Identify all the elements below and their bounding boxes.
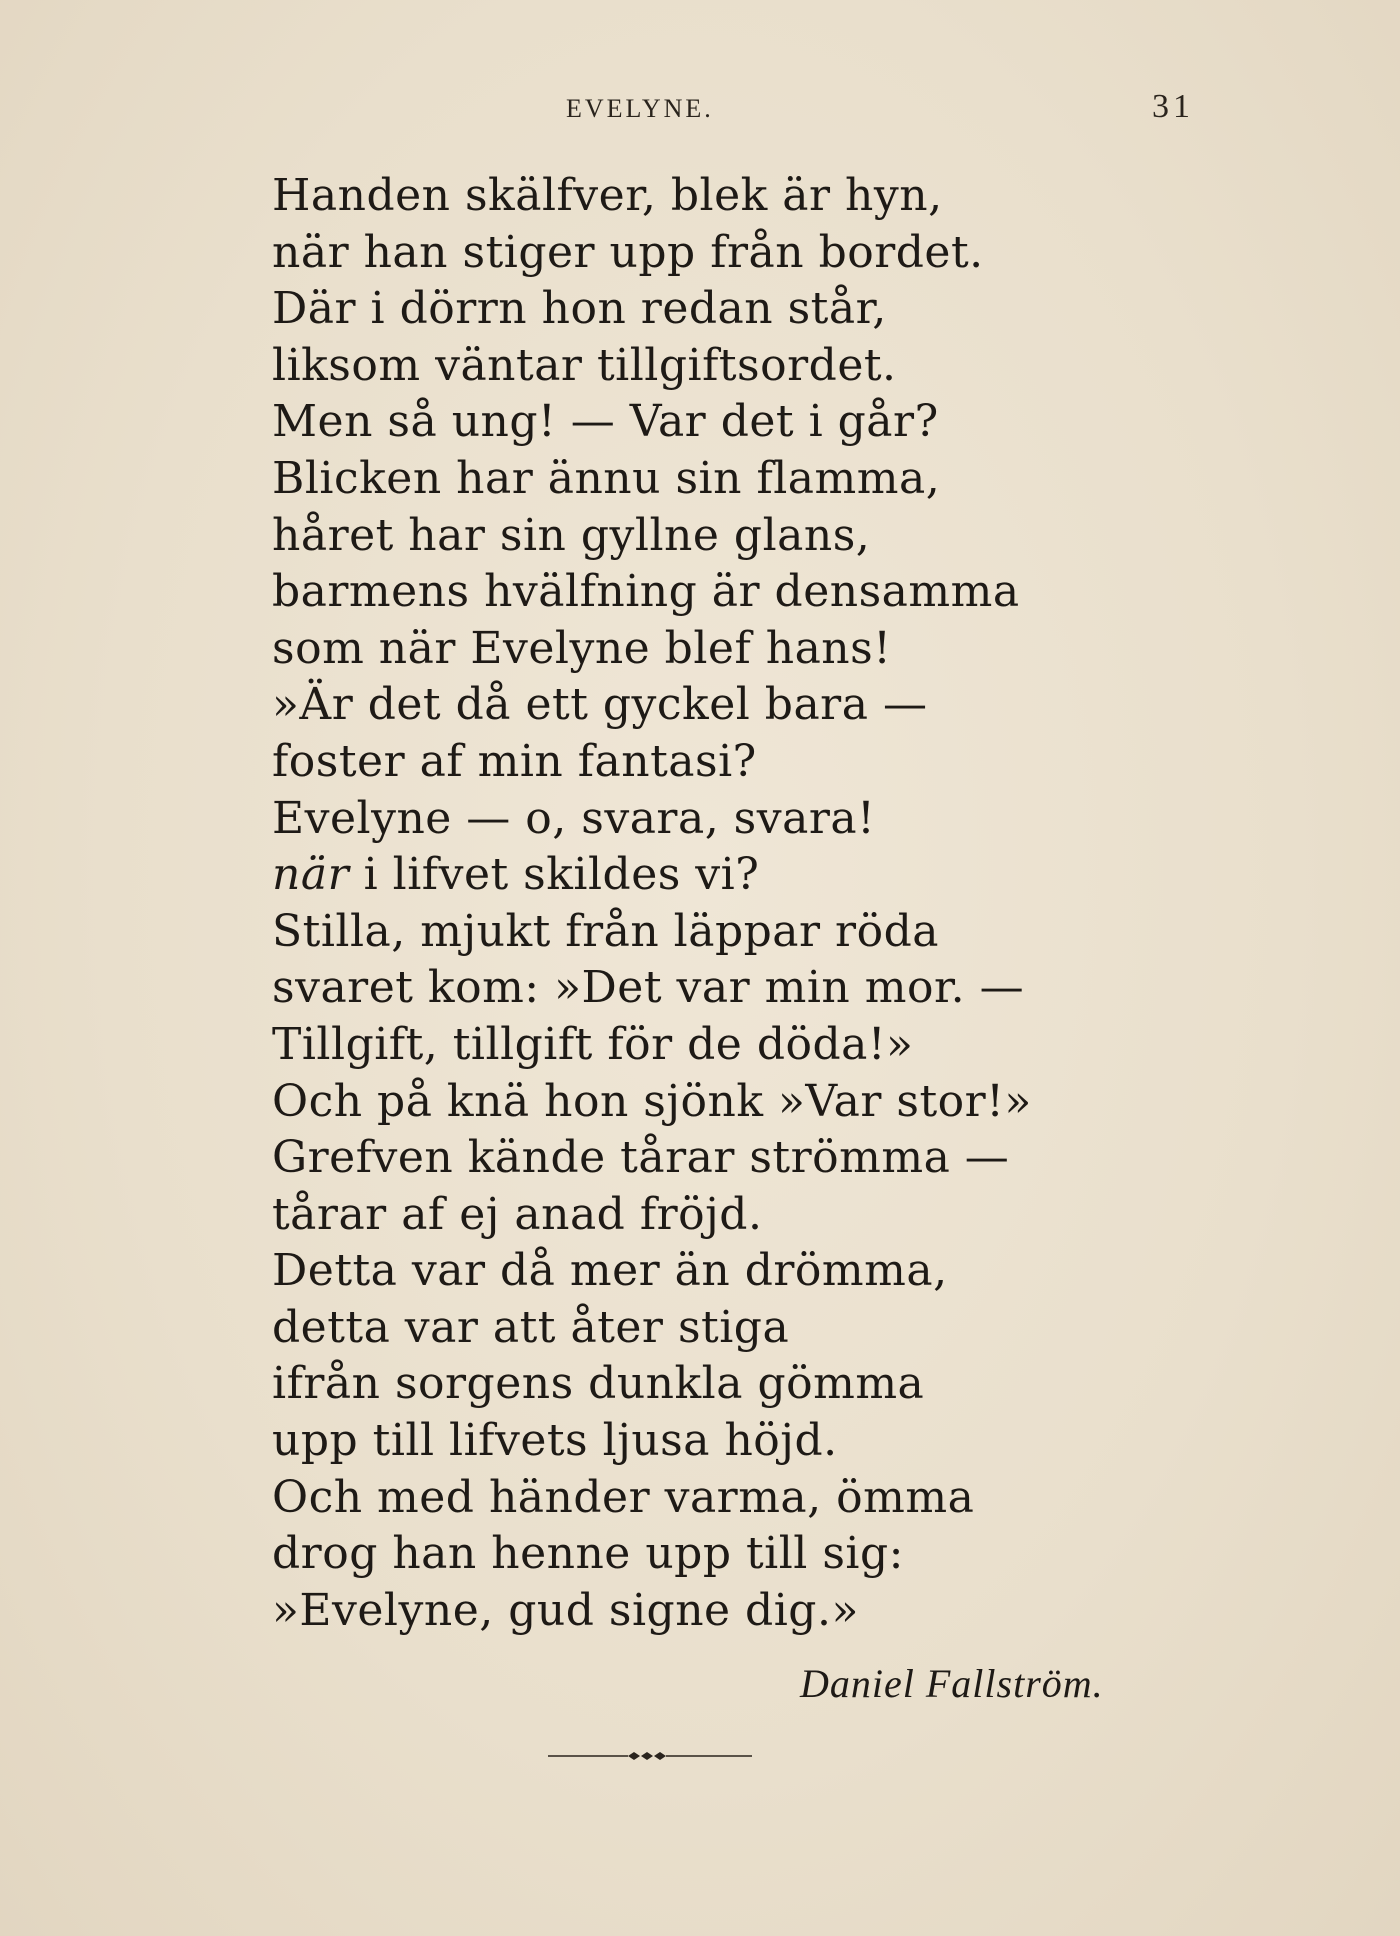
- poem-line: Evelyne — o, svara, svara!: [272, 792, 876, 844]
- poem-line: Där i dörrn hon redan står,: [272, 283, 887, 335]
- poem-line: upp till lifvets ljusa höjd.: [272, 1415, 838, 1467]
- poem-line: foster af min fantasi?: [272, 735, 757, 787]
- poem-line: Men så ung! — Var det i går?: [272, 396, 939, 448]
- page-number: 31: [1152, 88, 1194, 125]
- author-signature: Daniel Fallström.: [800, 1661, 1104, 1706]
- poem-line: Blicken har ännu sin flamma,: [272, 452, 941, 504]
- line-rest: i lifvet skildes vi?: [349, 849, 760, 901]
- poem-line: Stilla, mjukt från läppar röda: [272, 905, 939, 957]
- poem-line: Handen skälfver, blek är hyn,: [272, 170, 943, 221]
- italic-word: när: [272, 849, 350, 901]
- poem-line: liksom väntar tillgiftsordet.: [272, 339, 897, 391]
- poem-line: svaret kom: »Det var min mor. —: [272, 962, 1025, 1014]
- poem-line: när han stiger upp från bordet.: [272, 226, 984, 278]
- poem-line: tårar af ej anad fröjd.: [272, 1188, 763, 1240]
- poem-line: drog han henne upp till sig:: [272, 1528, 904, 1580]
- running-title: EVELYNE.: [566, 94, 714, 123]
- poem-line: barmens hvälfning är densamma: [272, 566, 1020, 618]
- poem-body: [272, 168, 1172, 1639]
- poem-line: som när Evelyne blef hans!: [272, 622, 892, 674]
- poem-line: Grefven kände tårar strömma —: [272, 1132, 1010, 1184]
- poem-line: »Evelyne, gud signe dig.»: [272, 1584, 859, 1636]
- poem-line: Detta var då mer än drömma,: [272, 1245, 948, 1297]
- poem-line: Och med händer varma, ömma: [272, 1471, 975, 1523]
- poem-line: detta var att åter stiga: [272, 1301, 790, 1353]
- section-end-ornament-icon: [548, 1750, 752, 1762]
- poem-line: håret har sin gyllne glans,: [272, 509, 871, 561]
- poem-line: ifrån sorgens dunkla gömma: [272, 1358, 925, 1410]
- poem-line: Tillgift, tillgift för de döda!»: [272, 1018, 914, 1070]
- poem-line-italic-start: [272, 847, 1172, 904]
- poem-line: »Är det då ett gyckel bara —: [272, 679, 928, 731]
- poem-line: Och på knä hon sjönk »Var stor!»: [272, 1075, 1032, 1127]
